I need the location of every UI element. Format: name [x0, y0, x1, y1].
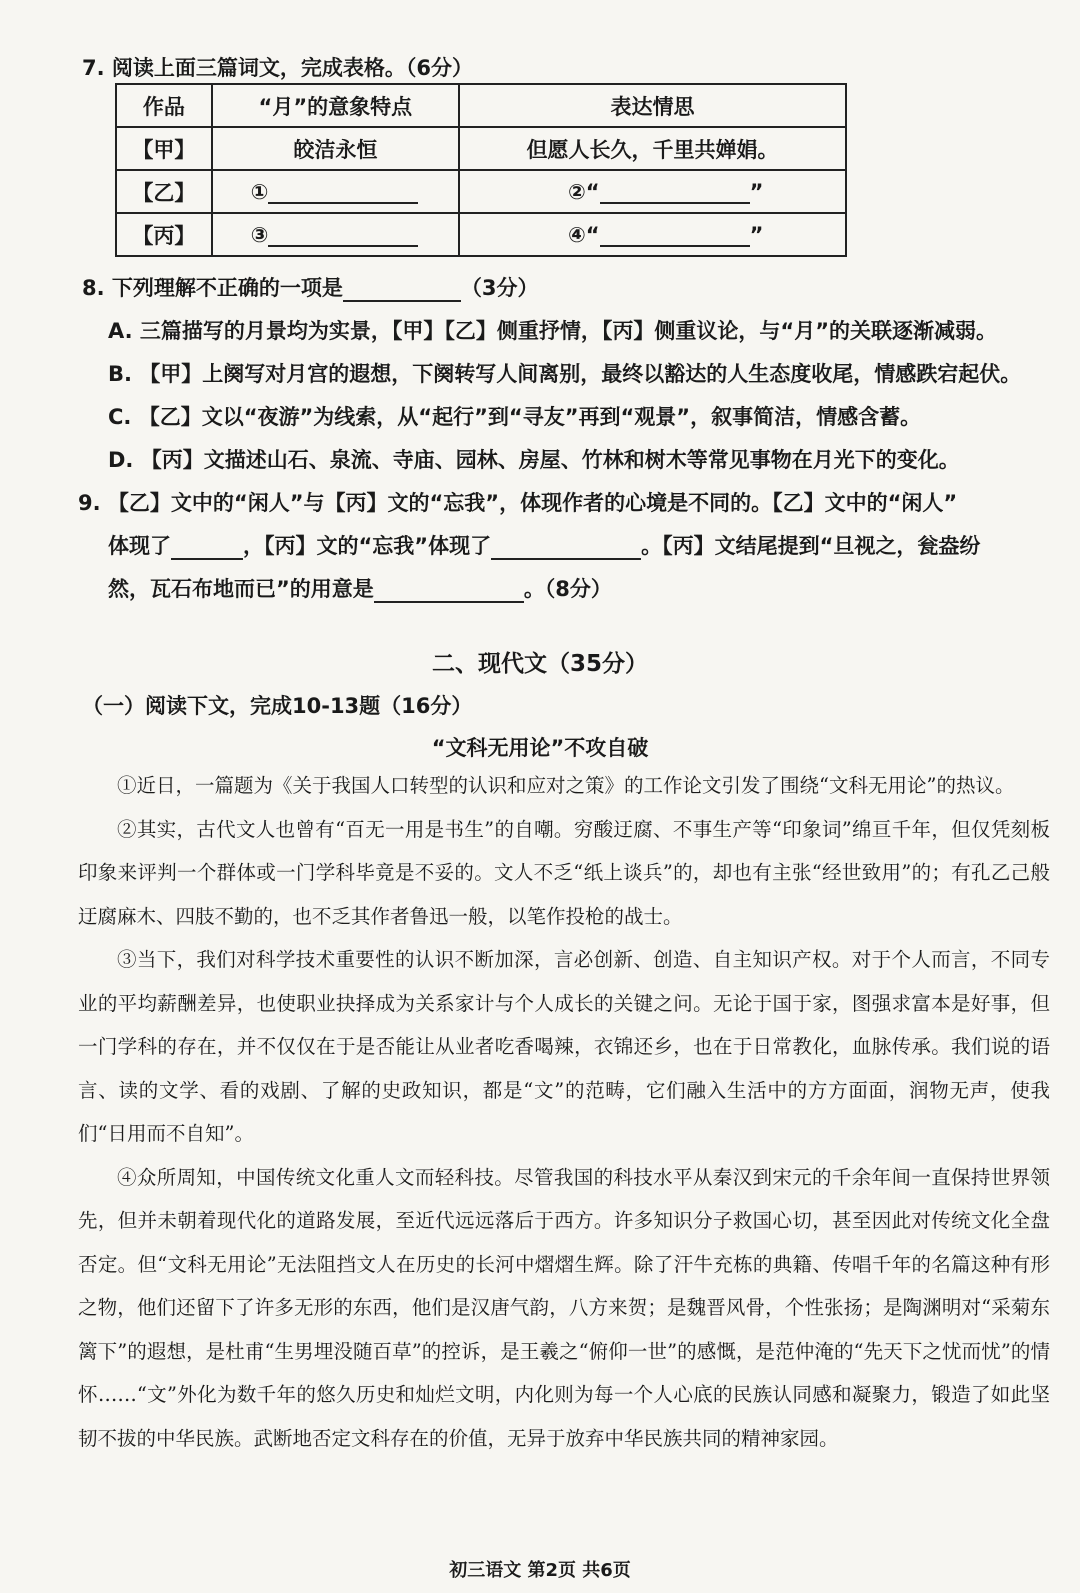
row-work: 【丙】	[116, 213, 212, 256]
answer-1-blank[interactable]	[268, 182, 418, 204]
paragraph-2: ②其实，古代文人也曾有“百无一用是书生”的自嘲。穷酸迂腐、不事生产等“印象词”绵亘千年，但仅凭刻板印象来评判一个群体或一门学科毕竟是不妥的。文人不乏“纸上谈兵”的，却也有主张“经世致用”的；有孔乙己般迂腐麻木、四肢不勤的，也不乏其作者鲁迅一般，以笔作投枪的战士。	[78, 817, 1050, 928]
answer-2-mark: ②“	[568, 179, 600, 204]
row-work: 【乙】	[116, 170, 212, 213]
question-9-blank-1[interactable]	[171, 538, 243, 560]
question-9-score: 。（8分）	[523, 577, 612, 601]
table-row	[116, 127, 846, 170]
paragraph-4: ④众所周知，中国传统文化重人文而轻科技。尽管我国的科技水平从秦汉到宋元的千余年间一直保持世界领先，但并未朝着现代化的道路发展，至近代远远落后于西方。许多知识分子救国心切，甚至因此对传统文化全盘否定。但“文科无用论”无法阻挡文人在历史的长河中熠熠生辉。除了汗牛充栋的典籍、传唱千年的名篇这种有形之物，他们还留下了许多无形的东西，他们是汉唐气韵，八方来贺；是魏晋风骨，个性张扬；是陶渊明对“采菊东篱下”的遐想，是杜甫“生男埋没随百草”的控诉，是王羲之“俯仰一世”的感慨，是范仲淹的“先天下之忧而忧”的情怀……“文”外化为数千年的悠久历史和灿烂文明，内化则为每一个人心底的民族认同感和凝聚力，锻造了如此坚韧不拔的中华民族。武断地否定文科存在的价值，无异于放弃中华民族共同的精神家园。	[78, 1165, 1050, 1450]
answer-2-cell	[459, 170, 846, 213]
option-a: A. 三篇描写的月景均为实景，【甲】【乙】侧重抒情，【丙】侧重议论，与“月”的关联逐渐减弱。	[108, 319, 998, 343]
answer-4-mark: ④“	[568, 222, 600, 247]
header-feature: “月”的意象特点	[212, 84, 459, 127]
section-2-title: 二、现代文（35分）	[431, 651, 648, 677]
table-row	[116, 213, 846, 256]
row-work: 【甲】	[116, 127, 212, 170]
answer-1-cell	[212, 170, 459, 213]
answer-4-close-quote: ”	[749, 222, 764, 247]
section-2-subtitle: （一）阅读下文，完成10-13题（16分）	[82, 694, 473, 718]
answer-1-mark: ①	[250, 179, 269, 204]
question-9-blank-2[interactable]	[491, 538, 641, 560]
question-8-text: 8. 下列理解不正确的一项是	[82, 276, 343, 300]
row-emotion: 但愿人长久，千里共婵娟。	[459, 127, 846, 170]
answer-4-blank[interactable]	[600, 225, 750, 247]
question-7-table	[115, 83, 847, 257]
question-7-stem: 7. 阅读上面三篇词文，完成表格。（6分）	[82, 56, 474, 80]
answer-3-cell	[212, 213, 459, 256]
paragraph-1: ①近日，一篇题为《关于我国人口转型的认识和应对之策》的工作论文引发了围绕“文科无用论”的热议。	[117, 774, 1015, 797]
header-emotion: 表达情思	[459, 84, 846, 127]
row-feature: 皎洁永恒	[212, 127, 459, 170]
option-c: C. 【乙】文以“夜游”为线索，从“起行”到“寻友”再到“观景”，叙事简洁，情感含蓄。	[108, 405, 922, 429]
article-title: “文科无用论”不攻自破	[431, 736, 649, 760]
answer-4-cell	[459, 213, 846, 256]
question-9-text-c: 。【丙】文结尾提到“旦视之，瓮盎纷	[641, 534, 981, 558]
article-body	[78, 764, 1050, 1460]
table-row	[116, 170, 846, 213]
answer-2-blank[interactable]	[600, 182, 750, 204]
table-header-row	[116, 84, 846, 127]
question-8-stem	[82, 272, 539, 302]
option-d: D. 【丙】文描述山石、泉流、寺庙、园林、房屋、竹林和树木等常见事物在月光下的变化。	[108, 448, 960, 472]
header-work: 作品	[116, 84, 212, 127]
question-9-blank-3[interactable]	[374, 581, 524, 603]
question-8-blank[interactable]	[343, 280, 461, 302]
page-footer: 初三语文 第2页 共6页	[449, 1560, 631, 1581]
paragraph-3: ③当下，我们对科学技术重要性的认识不断加深，言必创新、创造、自主知识产权。对于个人而言，不同专业的平均薪酬差异，也使职业抉择成为关系家计与个人成长的关键之问。无论于国于家，图强求富本是好事，但一门学科的存在，并不仅仅在于是否能让从业者吃香喝辣，衣锦还乡，也在于日常教化，血脉传承。我们说的语言、读的文学、看的戏剧、了解的史政知识，都是“文”的范畴，它们融入生活中的方方面面，润物无声，使我们“日用而不自知”。	[78, 948, 1050, 1145]
question-9-line-3	[108, 573, 612, 603]
answer-3-mark: ③	[250, 222, 269, 247]
question-9-text-d: 然，瓦石布地而已”的用意是	[108, 577, 374, 601]
question-9-line-1: 9. 【乙】文中的“闲人”与【丙】文的“忘我”，体现作者的心境是不同的。【乙】文中的“闲人”	[78, 491, 958, 515]
answer-3-blank[interactable]	[268, 225, 418, 247]
question-8-score: （3分）	[460, 276, 539, 300]
answer-2-close-quote: ”	[749, 179, 764, 204]
option-b: B. 【甲】上阕写对月宫的遐想，下阕转写人间离别，最终以豁达的人生态度收尾，情感跌宕起伏。	[108, 362, 1022, 386]
question-9-line-2	[108, 530, 980, 560]
question-9-text-a: 体现了	[108, 534, 171, 558]
question-9-text-b: ，【丙】文的“忘我”体现了	[243, 534, 492, 558]
